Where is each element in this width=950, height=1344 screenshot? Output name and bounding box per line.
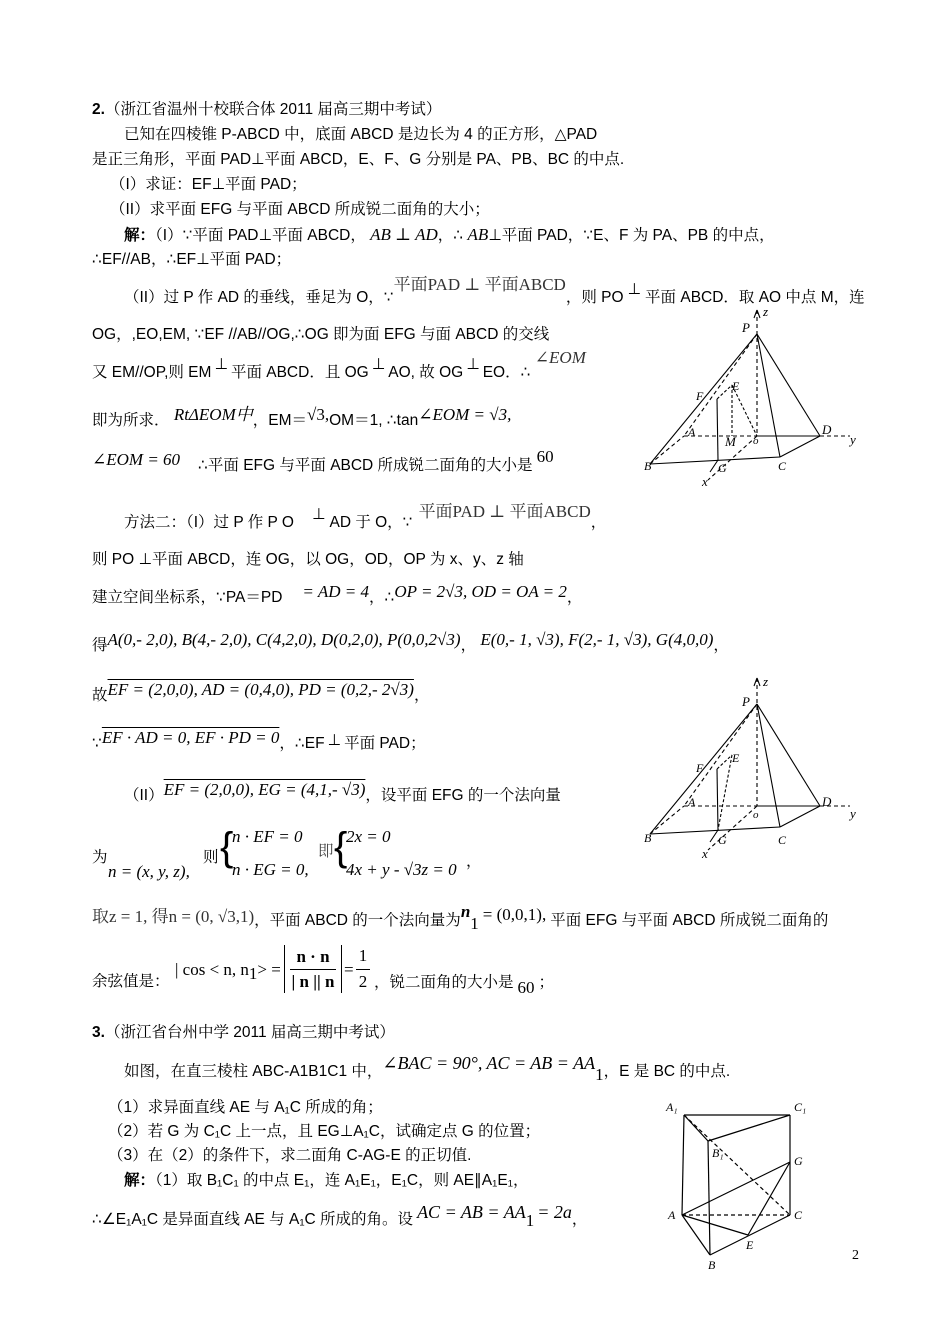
math: E(0,- 1, √3), F(2,- 1, √3), G(4,0,0): [480, 630, 714, 649]
perp-symbol: ⊥: [327, 732, 342, 749]
math-subscript: 1: [595, 1065, 604, 1085]
math-normal-vector: [108, 862, 190, 883]
math: ∠EOM: [534, 348, 586, 367]
question-1: （1）求异面直线 AE 与 A₁C 所成的角；: [108, 1099, 383, 1116]
math: A(0,- 2,0), B(4,- 2,0), C(4,2,0), D(0,2,0), P(0,0,2√3): [107, 630, 461, 649]
text: ，: [566, 589, 583, 606]
text: OM＝1, ∴tan: [329, 412, 419, 429]
math: AB ⊥ AD: [370, 225, 438, 244]
text: ，: [460, 637, 477, 654]
point-D: D: [822, 422, 832, 437]
solution-line: [92, 728, 426, 754]
text: ，EM＝: [252, 412, 308, 429]
axis-y: y: [850, 432, 856, 447]
point-P: P: [742, 694, 750, 709]
solution-line: [92, 348, 586, 383]
point-C: C: [794, 1208, 803, 1222]
prism-figure: [660, 1095, 820, 1280]
text: ，设平面 EFG 的一个法向量: [365, 787, 561, 804]
point-F: F: [696, 389, 704, 403]
point-B: B: [708, 1258, 716, 1272]
math: = AD = 4: [302, 582, 369, 601]
text: ，: [590, 514, 607, 531]
solution-line: [124, 502, 607, 533]
brace: {: [334, 825, 348, 869]
text: AO, 故 OG: [388, 364, 464, 381]
text: （I）∵平面 PAD⊥平面 ABCD，: [155, 227, 366, 244]
math: | n || n: [291, 972, 335, 991]
solution-line: [92, 1202, 588, 1233]
text: 平面 ABCD．且 OG: [230, 364, 369, 381]
math: AB: [467, 225, 489, 244]
text: ，∴: [437, 227, 464, 244]
math: 1: [358, 946, 368, 965]
brace: {: [220, 825, 234, 869]
pyramid-figure-2: [630, 670, 870, 865]
solution-line: 则 PO ⊥平面 ABCD，连 OG，以 OG，OD，OP 为 x、y、z 轴: [92, 551, 524, 568]
page-number: 2: [852, 1248, 859, 1263]
fraction-denominator: [288, 972, 338, 993]
fraction-bar: [290, 969, 336, 970]
point-o: o: [753, 809, 759, 821]
math: 平面PAD ⊥ 平面ABCD: [418, 502, 591, 521]
point-A: A: [668, 1208, 676, 1222]
fraction-numerator: [356, 946, 370, 967]
axis-x: x: [702, 846, 708, 860]
text: 即为所求．: [92, 412, 170, 429]
solution-label: 解：: [124, 227, 156, 244]
equals: =: [344, 960, 354, 979]
point-E: E: [732, 379, 740, 393]
point-B: B: [644, 831, 652, 845]
axis-z: z: [763, 304, 769, 319]
solution-line: [92, 630, 729, 656]
math: ∠BAC = 90°, AC = AB = AA: [382, 1053, 596, 1073]
math: AC = AB = AA: [417, 1202, 526, 1222]
text: ；: [538, 974, 555, 991]
text: （II）: [124, 787, 164, 804]
math-system-line: [346, 860, 457, 881]
text: 平面 EFG 与平面 ABCD 所成锐二面角的: [550, 912, 829, 929]
axis-y: y: [850, 806, 856, 821]
text: ，: [413, 687, 430, 704]
problem-2-heading: [92, 100, 441, 120]
text: ，∴EF: [279, 735, 325, 752]
solution-line: [92, 902, 829, 934]
pyramid-figure-1: [630, 300, 870, 495]
math: 取z = 1, 得n = (0, √3,1): [92, 907, 255, 926]
math: = 2a: [537, 1202, 572, 1222]
math: n · n: [296, 947, 330, 966]
text: 得: [92, 637, 108, 654]
solution-line: [92, 582, 583, 608]
solution-label: 解：: [124, 1172, 156, 1189]
math: n · EF = 0: [232, 827, 303, 846]
question-2: （2）若 G 为 C₁C 上一点，且 EG⊥A₁C，试确定点 G 的位置；: [108, 1123, 541, 1140]
problem-number: 2.: [92, 101, 105, 118]
text: 平面 PAD；: [344, 735, 426, 752]
point-C1: C₁: [794, 1100, 807, 1114]
text: 故: [92, 687, 108, 704]
text: ，E 是 BC 的中点.: [603, 1063, 731, 1080]
point-M: M: [725, 434, 736, 449]
perp-symbol: ⊥: [627, 281, 642, 298]
math-vectors: EF · AD = 0, EF · PD = 0: [101, 728, 280, 747]
solution-line: [124, 225, 775, 246]
math: RtΔEOM中: [173, 405, 253, 424]
problem-text-line: 已知在四棱锥 P-ABCD 中，底面 ABCD 是边长为 4 的正方形，△PAD: [124, 126, 598, 143]
text: ∴平面 EFG 与平面 ABCD 所成锐二面角的大小是: [198, 457, 533, 474]
solution-line: [124, 1171, 528, 1191]
point-G: G: [718, 833, 727, 847]
question-3: （3）在（2）的条件下，求二面角 C-AG-E 的正切值.: [108, 1147, 472, 1164]
text: （1）取 B₁C₁ 的中点 E₁，连 A₁E₁，E₁C，则 AE∥A₁E₁，: [155, 1172, 529, 1189]
text: 即: [318, 843, 334, 860]
text: EO．∴: [482, 364, 531, 381]
math: 2: [358, 972, 368, 991]
math-subscript: 1: [248, 964, 258, 984]
solution-line: [92, 848, 108, 868]
point-E: E: [746, 1238, 754, 1252]
solution-line: [124, 780, 561, 806]
math: 平面PAD ⊥ 平面ABCD: [393, 275, 566, 294]
text: 如图，在直三棱柱 ABC-A1B1C1 中，: [124, 1063, 383, 1080]
solution-line: OG，,EO,EM, ∵EF //AB//OG,∴OG 即为面 EFG 与面 ABCD 的交线: [92, 326, 550, 343]
math-subscript: 1: [470, 914, 479, 934]
text: ，平面 ABCD 的一个法向量为: [254, 912, 461, 929]
text: ，则 PO: [565, 289, 624, 306]
problem-source: （浙江省台州中学 2011 届高三期中考试）: [104, 1024, 395, 1041]
text: 建立空间坐标系，∵PA＝PD: [92, 589, 283, 606]
problem-text-line: 是正三角形，平面 PAD⊥平面 ABCD，E、F、G 分别是 PA、PB、BC 的中点.: [92, 151, 625, 168]
point-P: P: [742, 320, 750, 335]
math: OP = 2√3, OD = OA = 2: [394, 582, 567, 601]
math: 2x = 0: [346, 827, 391, 846]
question-1: （I）求证：EF⊥平面 PAD；: [110, 176, 307, 193]
math: > =: [257, 960, 281, 979]
math-cos: [175, 960, 281, 984]
point-o: o: [753, 435, 759, 447]
axis-z: z: [763, 674, 769, 689]
solution-line: [92, 405, 512, 431]
point-A1: A₁: [666, 1100, 678, 1114]
math: ∠EOM = 60: [92, 450, 181, 469]
math-vectors: EF = (2,0,0), EG = (4,1,- √3): [163, 780, 366, 799]
fraction-denominator: [356, 972, 370, 993]
fraction-bar: [356, 969, 370, 970]
text: ，: [571, 1211, 588, 1228]
perp-symbol: ⊥: [214, 356, 228, 373]
text: ，∴: [368, 589, 395, 606]
point-B1: B₁: [712, 1146, 724, 1160]
text: ，: [466, 853, 482, 870]
text: AD 于 O，∵: [329, 514, 413, 531]
math-vectors: EF = (2,0,0), AD = (0,4,0), PD = (0,2,- 2√3): [107, 680, 414, 699]
point-B: B: [644, 459, 652, 473]
math: 60: [517, 978, 535, 997]
point-E: E: [732, 751, 740, 765]
problem-3-heading: [92, 1023, 395, 1043]
point-A: A: [688, 425, 696, 439]
point-C: C: [778, 459, 787, 473]
text: ∴∠E₁A₁C 是异面直线 AE 与 A₁C 所成的角。设: [92, 1211, 414, 1228]
math: = (0,0,1),: [482, 905, 547, 924]
text: 为: [92, 849, 108, 866]
text: 又 EM//OP,则 EM: [92, 364, 212, 381]
solution-line: ∴EF//AB，∴EF⊥平面 PAD；: [92, 251, 292, 268]
point-G: G: [718, 461, 727, 475]
text: ，: [713, 637, 729, 654]
solution-line: [92, 447, 554, 476]
text: （II）过 P 作 AD 的垂线，垂足为 O，∵: [124, 289, 394, 306]
problem-source: （浙江省温州十校联合体 2011 届高三期中考试）: [104, 101, 442, 118]
perp-symbol: ⊥: [371, 356, 386, 373]
point-D: D: [822, 794, 832, 809]
math: | cos < n, n: [175, 960, 249, 979]
math: n · EG = 0,: [232, 860, 309, 879]
point-G: G: [794, 1154, 803, 1168]
perp-symbol: ⊥: [311, 506, 326, 523]
fraction-numerator: [290, 947, 336, 968]
axis-x: x: [702, 474, 708, 489]
text: 则: [203, 849, 219, 866]
math-system-line: [232, 860, 309, 881]
math-system-line: [232, 827, 303, 848]
math-subscript: 1: [525, 1211, 535, 1231]
text: 平面 ABCD．取 AO 中点 M，连: [645, 289, 865, 306]
math: 60: [536, 447, 554, 466]
question-2: （II）求平面 EFG 与平面 ABCD 所成锐二面角的大小；: [110, 201, 490, 218]
math: ∠EOM = √3,: [418, 405, 512, 424]
math-system-line: [346, 827, 391, 848]
math: n = (x, y, z),: [108, 862, 190, 881]
text: ，锐二面角的大小是: [374, 974, 514, 991]
point-A: A: [688, 795, 696, 809]
perp-symbol: ⊥: [466, 356, 480, 373]
text: ⊥平面 PAD，∵E、F 为 PA、PB 的中点，: [488, 227, 775, 244]
point-C: C: [778, 833, 787, 847]
problem-text-line: [124, 1053, 731, 1085]
math: √3,: [307, 405, 330, 424]
math: n: [460, 902, 471, 921]
math: 4x + y - √3z = 0: [346, 860, 457, 879]
text: ∵: [92, 735, 102, 752]
solution-line: [374, 972, 555, 997]
solution-line: [92, 680, 430, 706]
problem-number: 3.: [92, 1024, 105, 1041]
text: 方法二：（I）过 P 作 P O: [124, 514, 294, 531]
point-F: F: [696, 761, 704, 775]
solution-line: 余弦值是：: [92, 973, 170, 990]
